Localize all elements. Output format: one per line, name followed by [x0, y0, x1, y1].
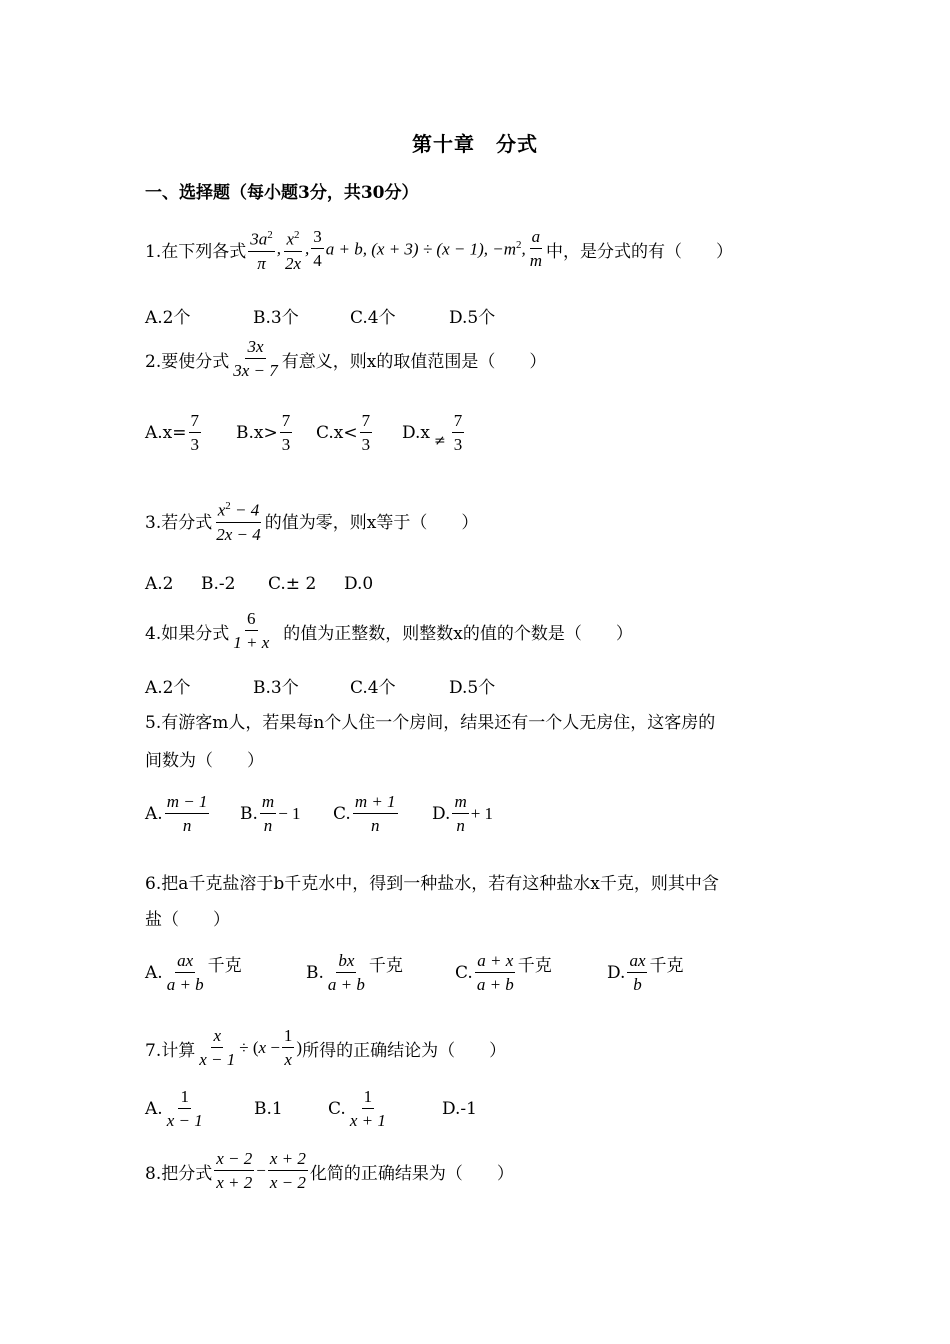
question-1: 1.在下列各式 $3a^2$ π , $x^2$ 2x , 3 4 a + b, (x + 3) ÷ (x − 1), $-m^2$, a m 中，是分式的有（ ）: [145, 227, 734, 273]
q5-option-b[interactable]: B. m n − 1: [240, 792, 301, 835]
q1-frac-2: $x^2$ 2x: [283, 226, 303, 273]
q1-option-a[interactable]: A.2个: [145, 308, 191, 328]
q4-option-a[interactable]: A.2个: [145, 678, 191, 698]
question-4: [145, 610, 633, 652]
q7-option-c-frac: 1 x + 1: [349, 1087, 386, 1130]
q7-prefix: 7.计算: [145, 1040, 196, 1061]
q2-option-a[interactable]: A.x= $\frac{7}{3}$: [145, 411, 200, 454]
q2-option-a-frac: $\frac{7}{3}$: [190, 411, 200, 454]
q6-line-1: 6.把a千克盐溶于b千克水中，得到一种盐水，若有这种盐水x千克，则其中含: [145, 874, 719, 894]
q5-option-a[interactable]: A. m − 1 n: [145, 792, 208, 835]
q4-prefix: 4.如果分式: [145, 623, 230, 644]
q6-option-a-frac: ax a + b: [166, 951, 204, 994]
q1-expr: a + b, (x + 3) ÷ (x − 1), $-m^2$,: [325, 239, 526, 259]
q2-option-d-frac: 7 3: [453, 411, 463, 454]
question-2: [145, 338, 546, 380]
q5-option-b-frac: m n: [261, 792, 275, 835]
q4-option-d[interactable]: D.5个: [449, 678, 496, 698]
q1-prefix: 1.在下列各式: [145, 241, 247, 262]
q8-frac-1: x − 2 x + 2: [216, 1149, 253, 1192]
page-title: 第十章 分式: [412, 132, 538, 156]
q3-option-b[interactable]: B.-2: [201, 574, 236, 594]
question-7: 7.计算 $\frac{x}{x - 1}$ ÷ (x − $\frac{1}{x}$ ) 所得的正确结论为（ ）: [145, 1026, 507, 1069]
q5-option-d[interactable]: D. m n + 1: [432, 792, 494, 835]
q1-option-d[interactable]: D.5个: [449, 308, 496, 328]
q5-line-2: 间数为（ ）: [145, 751, 264, 771]
q1-option-c[interactable]: C.4个: [350, 308, 396, 328]
q1-frac-1: $3a^2$ π: [248, 226, 275, 273]
q2-option-c-frac: 7 3: [361, 411, 371, 454]
q3-options: [145, 574, 373, 594]
q1-suffix: 中，是分式的有（ ）: [546, 241, 734, 262]
q8-suffix: 化简的正确结果为（ ）: [309, 1163, 514, 1184]
q5-option-c-frac: m + 1 n: [354, 792, 396, 835]
q6-option-c[interactable]: C. a + x a + b 千克: [455, 951, 552, 994]
q1-option-b[interactable]: B.3个: [253, 308, 299, 328]
q2-option-d[interactable]: D.x ≠ 7 3: [402, 411, 463, 454]
q4-options: [145, 673, 495, 698]
q3-suffix: 的值为零，则x等于（ ）: [264, 512, 479, 533]
q2-option-c[interactable]: C.x< 7 3: [316, 411, 371, 454]
q7-option-d[interactable]: D.-1: [442, 1099, 477, 1119]
q8-frac-2: $\frac{x + 2}{x - 2}$: [269, 1149, 306, 1192]
section-heading: 一、选择题（每小题3分，共30分）: [145, 183, 419, 203]
q7-suffix: 所得的正确结论为（ ）: [302, 1040, 507, 1061]
q7-option-a[interactable]: A. 1 x − 1: [145, 1087, 203, 1130]
question-8: 8.把分式 x − 2 x + 2 − $\frac{x + 2}{x - 2}$ 化简的正确结果为（ ）: [145, 1149, 514, 1192]
q2-option-b-frac: 7 3: [281, 411, 291, 454]
q5-option-c[interactable]: C. m + 1 n: [333, 792, 396, 835]
q6-option-d-frac: ax b: [629, 951, 646, 994]
q7-option-b[interactable]: B.1: [254, 1099, 283, 1119]
q3-option-d[interactable]: D.0: [344, 574, 374, 594]
q7-frac-1: $\frac{x}{x - 1}$: [199, 1026, 236, 1069]
question-3: [145, 497, 478, 544]
q6-line-2: 盐（ ）: [145, 910, 230, 930]
q4-frac: 6 1 + x: [233, 609, 270, 652]
q2-suffix: 有意义，则x的取值范围是（ ）: [281, 351, 547, 372]
q3-option-a[interactable]: A.2: [145, 574, 174, 594]
q6-option-a[interactable]: A. ax a + b 千克: [145, 951, 242, 994]
q7-frac-2: $\frac{1}{x}$: [283, 1026, 293, 1069]
q4-option-b[interactable]: B.3个: [253, 678, 299, 698]
q8-prefix: 8.把分式: [145, 1163, 213, 1184]
q4-suffix: 的值为正整数，则整数x的值的个数是（ ）: [283, 623, 633, 644]
q4-option-c[interactable]: C.4个: [350, 678, 396, 698]
q2-prefix: 2.要使分式: [145, 351, 230, 372]
q6-option-b-frac: bx a + b: [327, 951, 365, 994]
neq-symbol: ≠: [434, 433, 446, 449]
q3-frac: $x^2 - 4$ 2x − 4: [214, 497, 263, 544]
q1-frac-3: 3 4: [313, 227, 322, 271]
q6-option-c-frac: a + x a + b: [476, 951, 514, 994]
q5-option-a-frac: m − 1 n: [166, 792, 208, 835]
q5-option-d-frac: m n: [454, 792, 467, 835]
q7-option-a-frac: 1 x − 1: [166, 1087, 203, 1130]
q2-frac: 3x 3x − 7: [233, 337, 278, 380]
q1-frac-4: a m: [529, 227, 543, 271]
q7-option-c[interactable]: C. 1 x + 1: [328, 1087, 386, 1130]
q6-option-d[interactable]: D. ax b 千克: [607, 951, 684, 994]
q2-option-b[interactable]: B.x> 7 3: [236, 411, 291, 454]
q5-line-1: 5.有游客m人，若果每n个人住一个房间，结果还有一个人无房住，这客房的: [145, 713, 716, 733]
q6-option-b[interactable]: B. bx a + b 千克: [306, 951, 403, 994]
q1-options: [145, 303, 495, 328]
q3-prefix: 3.若分式: [145, 512, 213, 533]
q3-option-c[interactable]: C.± 2: [268, 574, 317, 594]
